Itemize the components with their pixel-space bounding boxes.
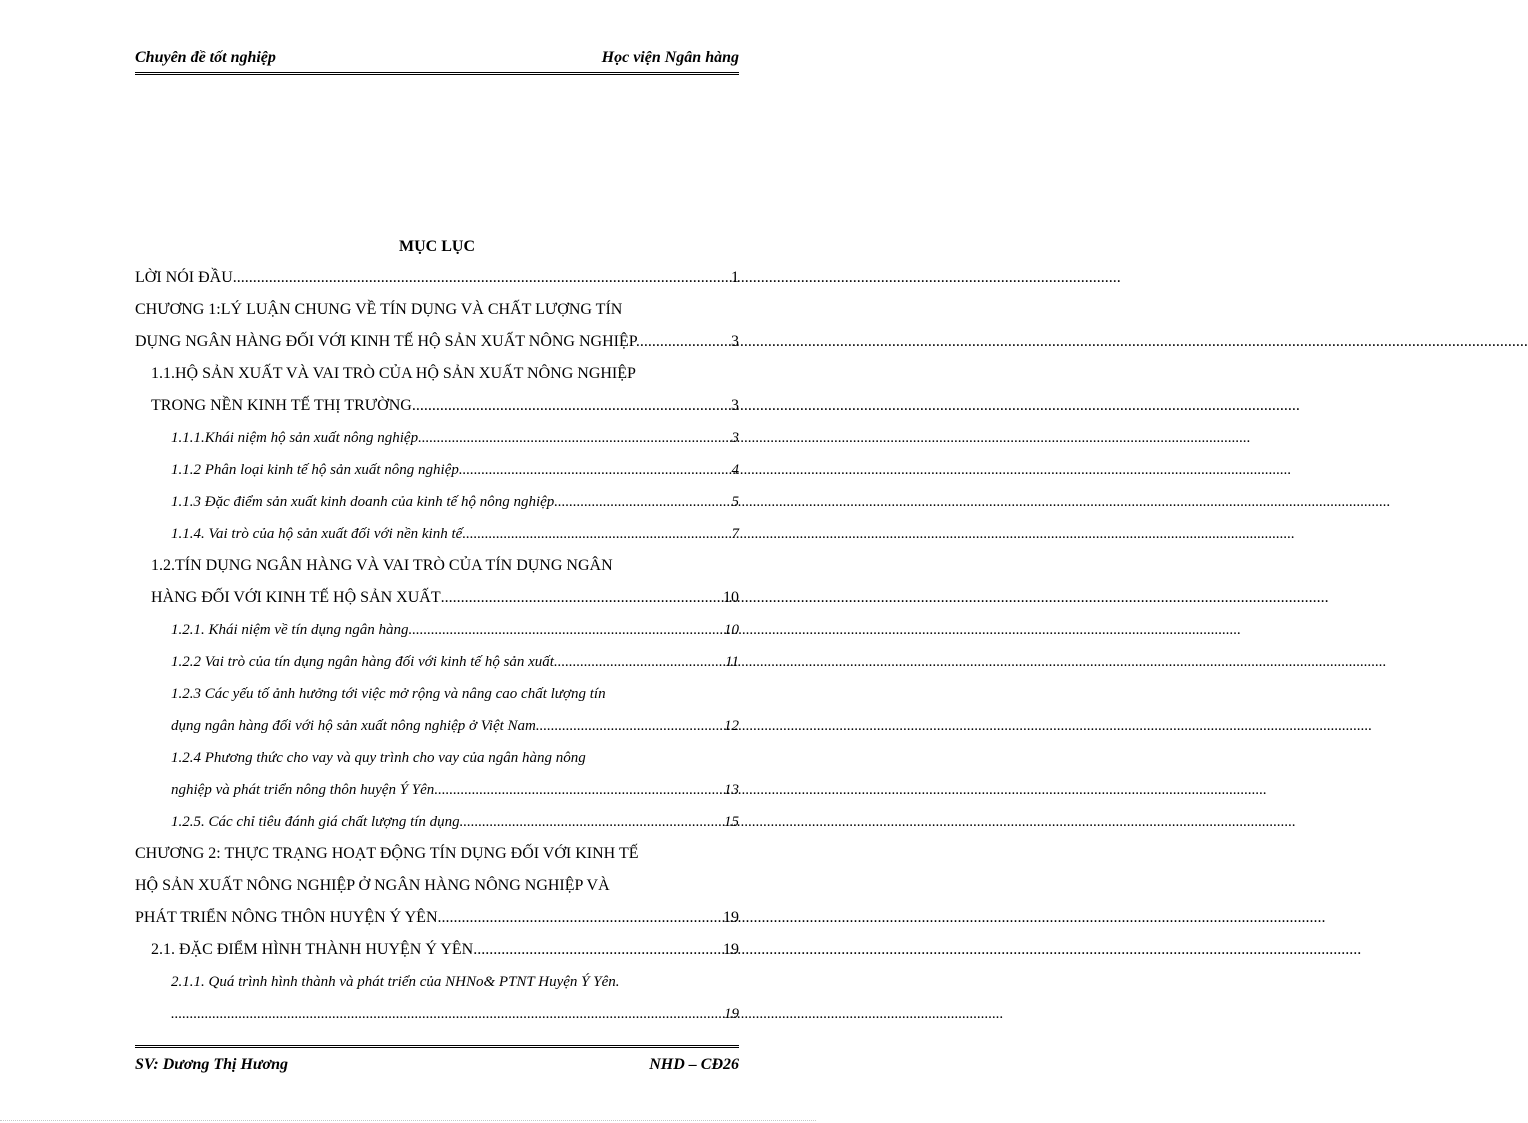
leader-dots xyxy=(463,806,724,838)
leader-dots xyxy=(462,518,731,550)
leader-dots xyxy=(418,422,731,454)
table-of-contents xyxy=(135,262,739,1030)
toc-entry-chapter-2[interactable] xyxy=(135,838,739,934)
leader-dots xyxy=(441,582,723,614)
toc-entry-text: 1.1.2 Phân loại kinh tế hộ sản xuất nông nghiệp xyxy=(171,462,459,478)
leader-dots xyxy=(554,646,725,678)
leader-dots xyxy=(171,998,724,1030)
toc-entry-section-1-1-1[interactable] xyxy=(135,422,739,454)
toc-page-number: 19 xyxy=(724,1006,739,1022)
toc-page-number: 19 xyxy=(723,909,739,926)
toc-page-number: 5 xyxy=(731,494,739,510)
toc-entry-section-1-2-4[interactable] xyxy=(135,742,739,806)
toc-entry-section-1-1-2[interactable] xyxy=(135,454,739,486)
toc-entry-text: 1.2.5. Các chỉ tiêu đánh giá chất lượng tín dụng. xyxy=(171,814,464,830)
toc-entry-text: LỜI NÓI ĐẦU xyxy=(135,269,233,286)
toc-entry-text: CHƯƠNG 1:LÝ LUẬN CHUNG VỀ TÍN DỤNG VÀ CHẤT LƯỢNG TÍN xyxy=(135,301,623,318)
toc-entry-text: TRONG NỀN KINH TẾ THỊ TRƯỜNG xyxy=(151,397,412,414)
toc-page-number: 1 xyxy=(731,269,739,286)
toc-title: MỤC LỤC xyxy=(399,238,475,255)
toc-entry-text: HỘ SẢN XUẤT NÔNG NGHIỆP Ở NGÂN HÀNG NÔNG NGHIỆP VÀ xyxy=(135,877,610,894)
footer-class-code: NHD – CĐ26 xyxy=(649,1056,739,1073)
toc-entry-section-1-1-4[interactable] xyxy=(135,518,739,550)
toc-page-number: 3 xyxy=(731,397,739,414)
toc-entry-text: PHÁT TRIỂN NÔNG THÔN HUYỆN Ý YÊN xyxy=(135,909,438,926)
toc-entry-text: 1.2.3 Các yếu tố ảnh hưởng tới việc mở rộng và nâng cao chất lượng tín xyxy=(171,686,606,702)
toc-page-number: 13 xyxy=(724,782,739,798)
leader-dots xyxy=(473,934,723,966)
toc-page-number: 3 xyxy=(731,430,739,446)
toc-page-number: 12 xyxy=(724,718,739,734)
toc-page-number: 19 xyxy=(723,941,739,958)
leader-dots xyxy=(434,774,724,806)
leader-dots xyxy=(558,486,731,518)
leader-dots xyxy=(438,902,723,934)
toc-entry-text: dụng ngân hàng đối với hộ sản xuất nông nghiệp ở Việt Nam. xyxy=(171,718,540,734)
toc-entry-text: 1.1.4. Vai trò của hộ sản xuất đối với nền kinh tế xyxy=(171,526,463,542)
toc-entry-text: 1.2.4 Phương thức cho vay và quy trình cho vay của ngân hàng nông xyxy=(171,750,586,766)
toc-page-number: 15 xyxy=(724,814,739,830)
leader-dots xyxy=(540,710,724,742)
toc-page-number: 10 xyxy=(723,589,739,606)
toc-entry-text: 1.2.1. Khái niệm về tín dụng ngân hàng xyxy=(171,622,409,638)
toc-entry-text: 1.1.1.Khái niệm hộ sản xuất nông nghiệp xyxy=(171,430,419,446)
toc-entry-text: 1.1.HỘ SẢN XUẤT VÀ VAI TRÒ CỦA HỘ SẢN XUẤT NÔNG NGHIỆP xyxy=(151,365,636,382)
leader-dots xyxy=(459,454,732,486)
toc-page-number: 3 xyxy=(731,333,739,350)
toc-entry-section-1-1[interactable] xyxy=(135,358,739,422)
toc-entry-text: 2.1.1. Quá trình hình thành và phát triển của NHNo& PTNT Huyện Ý Yên. xyxy=(171,974,620,990)
leader-dots xyxy=(640,326,731,358)
toc-entry-section-1-2-3[interactable] xyxy=(135,678,739,742)
toc-entry-text: HÀNG ĐỐI VỚI KINH TẾ HỘ SẢN XUẤT xyxy=(151,589,441,606)
toc-page-number: 4 xyxy=(731,462,739,478)
toc-entry-preface[interactable] xyxy=(135,262,739,294)
toc-entry-text: 1.2.2 Vai trò của tín dụng ngân hàng đối với kinh tế hộ sản xuất xyxy=(171,654,554,670)
page-edge-divider xyxy=(0,1120,816,1121)
page-footer xyxy=(135,1045,739,1078)
footer-student-name: SV: Dương Thị Hương xyxy=(135,1056,288,1073)
toc-page-number: 10 xyxy=(724,622,739,638)
leader-dots xyxy=(412,390,731,422)
toc-entry-text: DỤNG NGÂN HÀNG ĐỐI VỚI KINH TẾ HỘ SẢN XUẤT NÔNG NGHIỆP. xyxy=(135,333,640,350)
toc-entry-text: 1.1.3 Đặc điểm sản xuất kinh doanh của kinh tế hộ nông nghiệp. xyxy=(171,494,559,510)
leader-dots xyxy=(233,262,731,294)
toc-page-number: 11 xyxy=(725,654,739,670)
toc-entry-section-1-2-2[interactable] xyxy=(135,646,739,678)
header-institution: Học viện Ngân hàng xyxy=(601,49,739,66)
toc-entry-text: nghiệp và phát triển nông thôn huyện Ý Yên xyxy=(171,782,435,798)
toc-entry-section-1-2-5[interactable] xyxy=(135,806,739,838)
toc-entry-section-2-1-1[interactable] xyxy=(135,966,739,1030)
toc-entry-section-2-1[interactable] xyxy=(135,934,739,966)
toc-entry-section-1-2[interactable] xyxy=(135,550,739,614)
leader-dots xyxy=(408,614,724,646)
toc-entry-text: 2.1. ĐẶC ĐIỂM HÌNH THÀNH HUYỆN Ý YÊN xyxy=(151,941,474,958)
toc-entry-chapter-1[interactable] xyxy=(135,294,739,358)
toc-entry-section-1-1-3[interactable] xyxy=(135,486,739,518)
toc-page-number: 7 xyxy=(731,526,739,542)
toc-entry-text: CHƯƠNG 2: THỰC TRẠNG HOẠT ĐỘNG TÍN DỤNG ĐỐI VỚI KINH TẾ xyxy=(135,845,639,862)
toc-entry-text: 1.2.TÍN DỤNG NGÂN HÀNG VÀ VAI TRÒ CỦA TÍN DỤNG NGÂN xyxy=(151,557,613,574)
page-header xyxy=(135,46,739,75)
toc-entry-section-1-2-1[interactable] xyxy=(135,614,739,646)
header-document-type: Chuyên đề tốt nghiệp xyxy=(135,49,276,66)
